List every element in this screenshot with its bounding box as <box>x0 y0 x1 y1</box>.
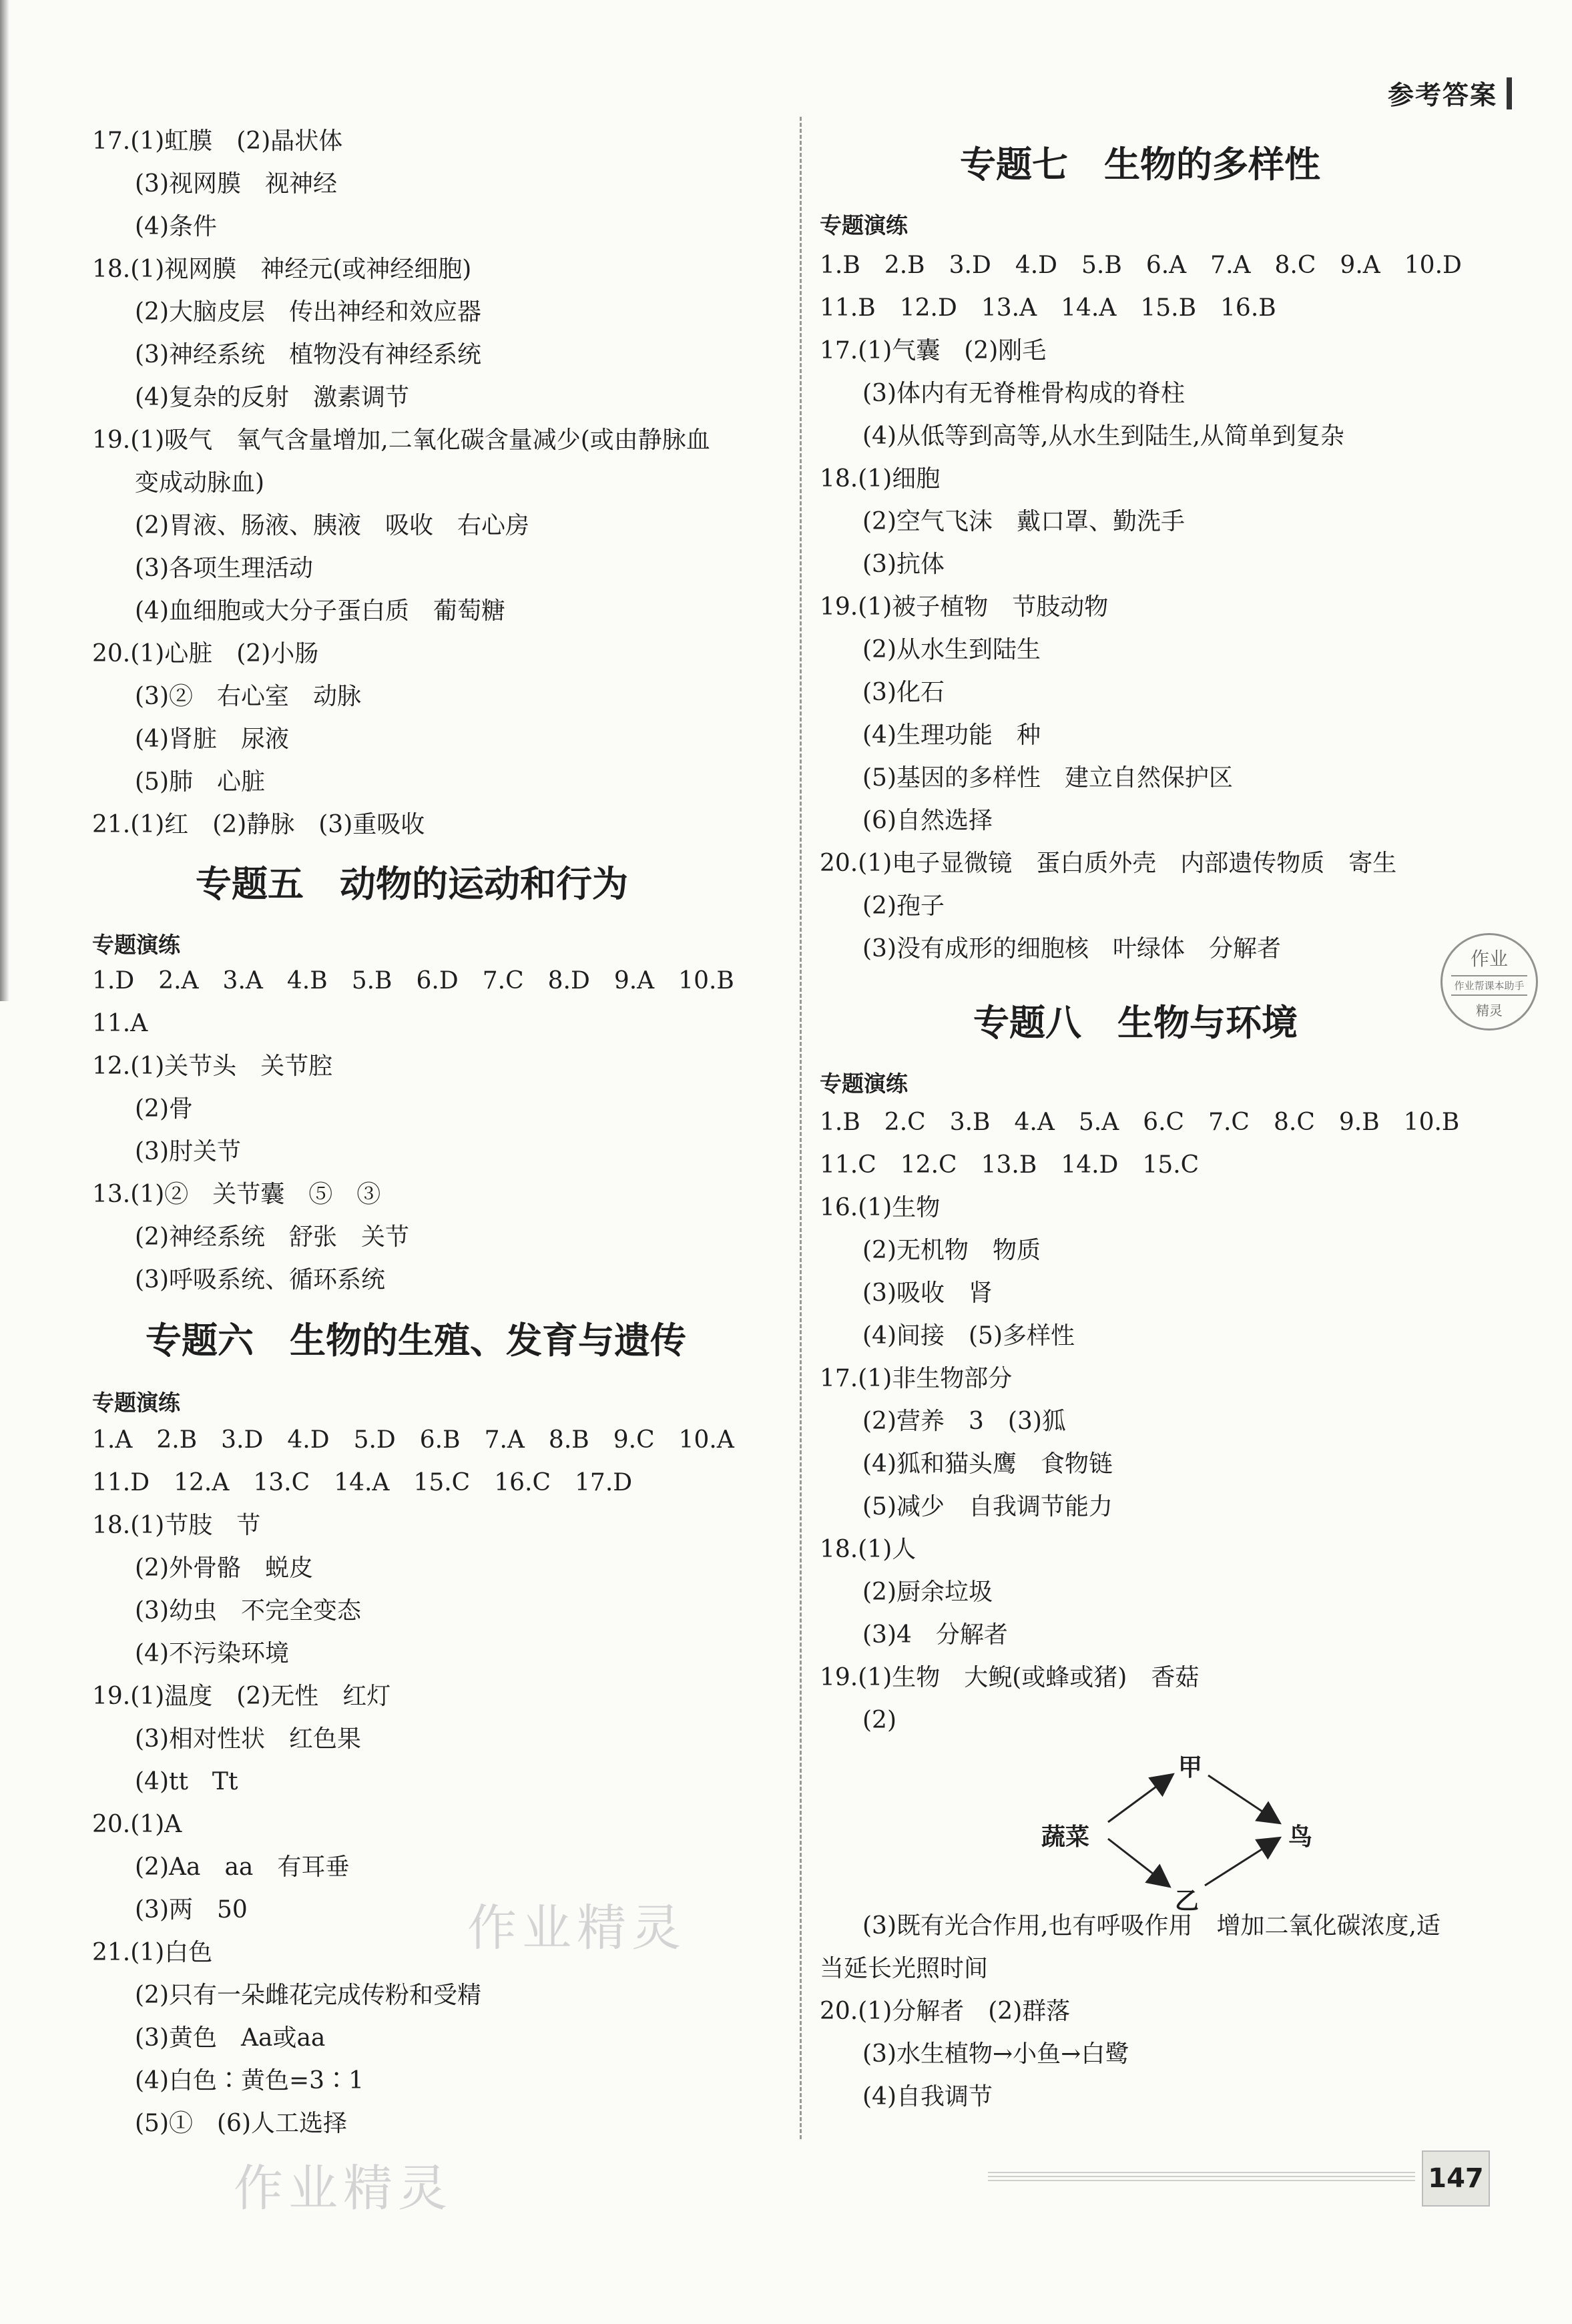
answer-line: 18.(1)视网膜 神经元(或神经细胞) <box>92 256 472 283</box>
section-title-6: 专题六 生物的生殖、发育与遗传 <box>146 1320 686 1362</box>
answer-line: 19.(1)被子植物 节肢动物 <box>820 593 1109 621</box>
answer-line: 19.(1)生物 大鲵(或蜂或猪) 香菇 <box>820 1664 1200 1691</box>
answer-line: 1.B 2.C 3.B 4.A 5.A 6.C 7.C 8.C 9.B 10.B <box>820 1109 1460 1136</box>
answer-line: (2) <box>862 1707 896 1734</box>
footer-decoration <box>988 2172 1415 2184</box>
answer-line: (2)厨余垃圾 <box>862 1578 993 1606</box>
answer-line: (2)骨 <box>135 1095 193 1123</box>
stamp-text-top: 作业 <box>1470 948 1508 970</box>
answer-line: (4)肾脏 尿液 <box>135 725 289 753</box>
answer-line: 12.(1)关节头 关节腔 <box>92 1053 333 1080</box>
section-title-5: 专题五 动物的运动和行为 <box>196 863 628 905</box>
answer-line: 20.(1)心脏 (2)小肠 <box>92 640 319 667</box>
answer-line: (4)血细胞或大分子蛋白质 葡萄糖 <box>135 597 505 625</box>
answer-line: 20.(1)A <box>92 1811 182 1838</box>
section-title-7: 专题七 生物的多样性 <box>960 143 1320 186</box>
answer-line: 11.D 12.A 13.C 14.A 15.C 16.C 17.D <box>92 1469 633 1496</box>
answer-line: 21.(1)红 (2)静脉 (3)重吸收 <box>92 811 425 838</box>
answer-line: (4)生理功能 种 <box>862 721 1041 749</box>
stamp-text-bottom: 精灵 <box>1476 1002 1503 1019</box>
answer-line: (4)狐和猫头鹰 食物链 <box>862 1450 1113 1478</box>
answer-line: (2)从水生到陆生 <box>862 636 1041 663</box>
node-jia: 甲 <box>1178 1754 1203 1781</box>
answer-line: 17.(1)非生物部分 <box>820 1365 1013 1392</box>
page-number: 147 <box>1422 2150 1490 2207</box>
node-vegetable: 蔬菜 <box>1041 1823 1090 1851</box>
arrow-source-bottom <box>1108 1839 1168 1885</box>
answer-line: 20.(1)电子显微镜 蛋白质外壳 内部遗传物质 寄生 <box>820 850 1397 877</box>
header-answer-tag <box>1388 75 1512 112</box>
answer-line: 17.(1)气囊 (2)刚毛 <box>820 337 1047 364</box>
answer-line: (5)减少 自我调节能力 <box>862 1493 1113 1520</box>
column-divider <box>800 117 802 2139</box>
answer-line: (4)条件 <box>135 213 217 240</box>
answer-line: (3)4 分解者 <box>862 1621 1008 1649</box>
answer-line: 1.A 2.B 3.D 4.D 5.D 6.B 7.A 8.B 9.C 10.A <box>92 1426 734 1454</box>
practice-heading: 专题演练 <box>820 1071 908 1097</box>
answer-line: 1.B 2.B 3.D 4.D 5.B 6.A 7.A 8.C 9.A 10.D <box>820 252 1462 279</box>
answer-line: 变成动脉血) <box>135 469 265 497</box>
answer-line: 11.C 12.C 13.B 14.D 15.C <box>820 1151 1200 1179</box>
answer-line: (3)视网膜 视神经 <box>135 170 337 198</box>
answer-line: (3)吸收 肾 <box>862 1279 993 1307</box>
arrow-source-top <box>1108 1775 1171 1822</box>
answer-line: (2)无机物 物质 <box>862 1237 1041 1264</box>
arrow-top-target <box>1208 1775 1278 1822</box>
logo-stamp <box>1440 933 1538 1031</box>
practice-heading: 专题演练 <box>820 212 908 238</box>
node-bird: 鸟 <box>1288 1823 1313 1851</box>
node-yi: 乙 <box>1175 1887 1200 1915</box>
answer-line: (3)各项生理活动 <box>135 555 313 582</box>
answer-line: (3)水生植物→小鱼→白鹭 <box>862 2040 1129 2068</box>
answer-line: (5)① (6)人工选择 <box>135 2110 347 2137</box>
answer-line: 1.D 2.A 3.A 4.B 5.B 6.D 7.C 8.D 9.A 10.B <box>92 967 734 994</box>
answer-line: 18.(1)细胞 <box>820 465 941 493</box>
arrow-bottom-target <box>1205 1839 1278 1885</box>
answer-line: (2)只有一朵雌花完成传粉和受精 <box>135 1982 481 2009</box>
answer-line: 11.A <box>92 1010 148 1037</box>
answer-line: 20.(1)分解者 (2)群落 <box>820 1998 1071 2025</box>
answer-line: (2)孢子 <box>862 892 945 920</box>
answer-line: (2)外骨骼 蜕皮 <box>135 1554 313 1582</box>
answer-line: (5)基因的多样性 建立自然保护区 <box>862 764 1233 792</box>
answer-line: 18.(1)人 <box>820 1536 916 1563</box>
answer-line: (4)tt Tt <box>135 1768 238 1795</box>
watermark: 作业精灵 <box>234 2160 453 2217</box>
answer-line: (2)大脑皮层 传出神经和效应器 <box>135 298 481 326</box>
answer-line: (2)营养 3 (3)狐 <box>862 1408 1066 1435</box>
answer-line: (3)相对性状 红色果 <box>135 1725 361 1753</box>
food-web-diagram <box>1041 1749 1362 1915</box>
answer-line: 16.(1)生物 <box>820 1194 941 1221</box>
answer-line: (3)神经系统 植物没有神经系统 <box>135 341 481 368</box>
practice-heading: 专题演练 <box>92 932 180 958</box>
practice-heading: 专题演练 <box>92 1390 180 1416</box>
answer-line: (3)黄色 Aa或aa <box>135 2024 326 2052</box>
answer-line: 21.(1)白色 <box>92 1939 213 1966</box>
answer-line: (2)空气飞沫 戴口罩、勤洗手 <box>862 508 1185 535</box>
answer-line: (4)从低等到高等,从水生到陆生,从简单到复杂 <box>862 422 1344 450</box>
answer-line: (4)不污染环境 <box>135 1640 289 1667</box>
book-spine-shadow <box>0 0 9 1001</box>
answer-line: (3)肘关节 <box>135 1138 241 1165</box>
answer-line: (6)自然选择 <box>862 807 993 834</box>
answer-line: (3)抗体 <box>862 551 945 578</box>
answer-line: (4)自我调节 <box>862 2083 993 2110</box>
answer-line: (4)间接 (5)多样性 <box>862 1322 1075 1350</box>
section-title-8: 专题八 生物与环境 <box>973 1002 1298 1044</box>
answer-line: (3)两 50 <box>135 1896 248 1924</box>
answer-line: 18.(1)节肢 节 <box>92 1512 261 1539</box>
watermark: 作业精灵 <box>467 1900 686 1957</box>
answer-line: 13.(1)② 关节囊 ⑤ ③ <box>92 1181 381 1208</box>
answer-line: (3)体内有无脊椎骨构成的脊柱 <box>862 380 1185 407</box>
answer-line: (3)化石 <box>862 679 945 706</box>
answer-line: (3)既有光合作用,也有呼吸作用 增加二氧化碳浓度,适 <box>862 1912 1440 1940</box>
answer-line: 19.(1)吸气 氧气含量增加,二氧化碳含量减少(或由静脉血 <box>92 426 710 454</box>
answer-line: 17.(1)虹膜 (2)晶状体 <box>92 127 343 155</box>
answer-line: 11.B 12.D 13.A 14.A 15.B 16.B <box>820 294 1276 322</box>
answer-line: (2)Aa aa 有耳垂 <box>135 1853 350 1881</box>
stamp-text-middle: 作业帮课本助手 <box>1451 975 1527 996</box>
answer-line: (3)② 右心室 动脉 <box>135 683 361 710</box>
answer-line: (2)神经系统 舒张 关节 <box>135 1223 409 1251</box>
header-label: 参考答案 <box>1387 81 1497 111</box>
header-bar <box>1507 77 1512 109</box>
answer-line: (4)复杂的反射 激素调节 <box>135 384 409 411</box>
answer-line: (3)呼吸系统、循环系统 <box>135 1266 385 1293</box>
answer-line: (3)没有成形的细胞核 叶绿体 分解者 <box>862 935 1281 962</box>
answer-line: 19.(1)温度 (2)无性 红灯 <box>92 1683 391 1710</box>
answer-line: (4)白色∶黄色=3∶1 <box>135 2067 364 2094</box>
answer-line: (5)肺 心脏 <box>135 768 265 796</box>
answer-line: 当延长光照时间 <box>820 1955 989 1982</box>
answer-line: (3)幼虫 不完全变态 <box>135 1597 361 1625</box>
answer-line: (2)胃液、肠液、胰液 吸收 右心房 <box>135 512 529 539</box>
